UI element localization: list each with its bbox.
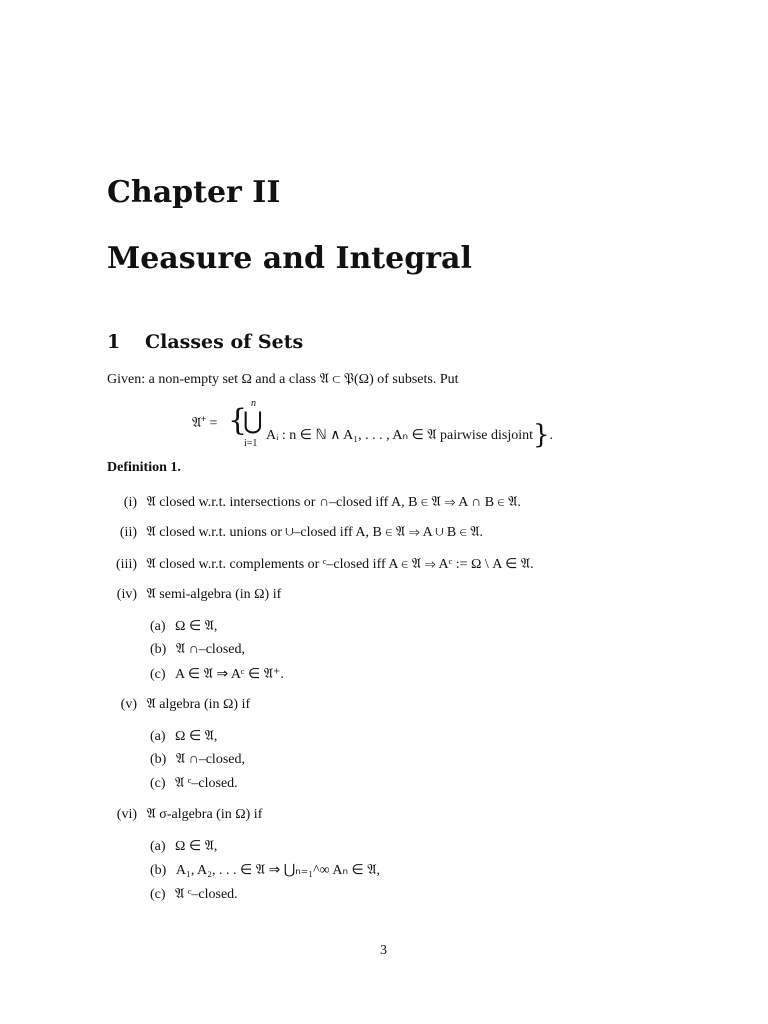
item-label: (c)	[150, 776, 166, 791]
item-text: A ∈ 𝔄 ⇒ Aᶜ ∈ 𝔄⁺.	[175, 667, 284, 682]
item-text: 𝔄 ᶜ–closed.	[175, 887, 238, 902]
def-item-iii	[107, 556, 534, 573]
item-label: (a)	[150, 729, 166, 744]
sub-item-c	[150, 887, 238, 903]
def-item-v	[107, 697, 250, 713]
item-label: (b)	[150, 863, 167, 878]
section-number: 1	[107, 331, 121, 353]
item-label: (vi)	[116, 807, 137, 822]
item-text: Ω ∈ 𝔄,	[175, 729, 218, 744]
union-lower-limit: i=1	[244, 438, 258, 449]
sub-item-a	[150, 838, 217, 855]
equation-tail: .	[549, 428, 554, 443]
page-number: 3	[380, 943, 387, 958]
item-label: (v)	[120, 697, 137, 712]
item-text: Ω ∈ 𝔄,	[175, 839, 218, 854]
item-text: 𝔄 closed w.r.t. unions or ∪–closed iff A, B ∈ 𝔄 ⇒ A ∪ B ∈ 𝔄.	[146, 525, 484, 540]
chapter-number: Chapter II	[107, 175, 281, 210]
equation-body	[266, 416, 554, 450]
item-label: (iii)	[116, 557, 137, 572]
right-brace: }	[533, 420, 550, 450]
item-text: Ω ∈ 𝔄,	[175, 619, 218, 634]
item-text: A₁, A₂, . . . ∈ 𝔄 ⇒ ⋃ₙ₌₁^∞ Aₙ ∈ 𝔄,	[175, 863, 381, 878]
item-text: 𝔄 algebra (in Ω) if	[146, 697, 251, 712]
item-label: (b)	[150, 642, 167, 657]
item-label: (iv)	[116, 587, 137, 602]
item-text: 𝔄 semi-algebra (in Ω) if	[146, 587, 282, 602]
chapter-title: Measure and Integral	[107, 241, 472, 276]
left-brace: {	[228, 403, 248, 438]
item-label: (a)	[150, 839, 166, 854]
item-text: 𝔄 closed w.r.t. complements or ᶜ–closed iff A ∈ 𝔄 ⇒ Aᶜ := Ω \ A ∈ 𝔄.	[146, 557, 534, 572]
equation-lhs: 𝔄⁺ =	[192, 416, 218, 431]
def-item-iv	[107, 587, 281, 603]
item-label: (c)	[150, 667, 166, 682]
equation-body-text: Aᵢ : n ∈ ℕ ∧ A₁, . . . , Aₙ ∈ 𝔄 pairwise disjoint	[266, 428, 533, 443]
item-label: (b)	[150, 752, 167, 767]
union-upper-limit: n	[251, 398, 256, 409]
sub-item-a	[150, 728, 217, 745]
definition-heading: Definition 1.	[107, 460, 181, 475]
sub-item-b	[150, 862, 380, 879]
item-text: 𝔄 σ-algebra (in Ω) if	[146, 807, 263, 822]
display-equation	[192, 398, 592, 450]
def-item-i	[107, 495, 521, 511]
sub-item-a	[150, 618, 217, 635]
item-label: (ii)	[119, 525, 137, 540]
item-label: (i)	[123, 495, 137, 510]
sub-item-c	[150, 666, 284, 683]
item-label: (c)	[150, 887, 166, 902]
sub-item-c	[150, 776, 238, 792]
sub-item-b	[150, 752, 245, 768]
item-label: (a)	[150, 619, 166, 634]
section-title: Classes of Sets	[145, 331, 304, 353]
item-text: 𝔄 closed w.r.t. intersections or ∩–closed iff A, B ∈ 𝔄 ⇒ A ∩ B ∈ 𝔄.	[146, 495, 521, 510]
item-text: 𝔄 ∩–closed,	[175, 752, 245, 767]
sub-item-b	[150, 642, 245, 658]
item-text: 𝔄 ᶜ–closed.	[175, 776, 238, 791]
def-item-ii	[107, 525, 483, 541]
def-item-vi	[107, 807, 262, 823]
big-union-symbol: ⋃	[243, 409, 263, 435]
intro-paragraph: Given: a non-empty set Ω and a class 𝔄 ⊂ 𝔓(Ω) of subsets. Put	[107, 372, 459, 387]
item-text: 𝔄 ∩–closed,	[175, 642, 245, 657]
